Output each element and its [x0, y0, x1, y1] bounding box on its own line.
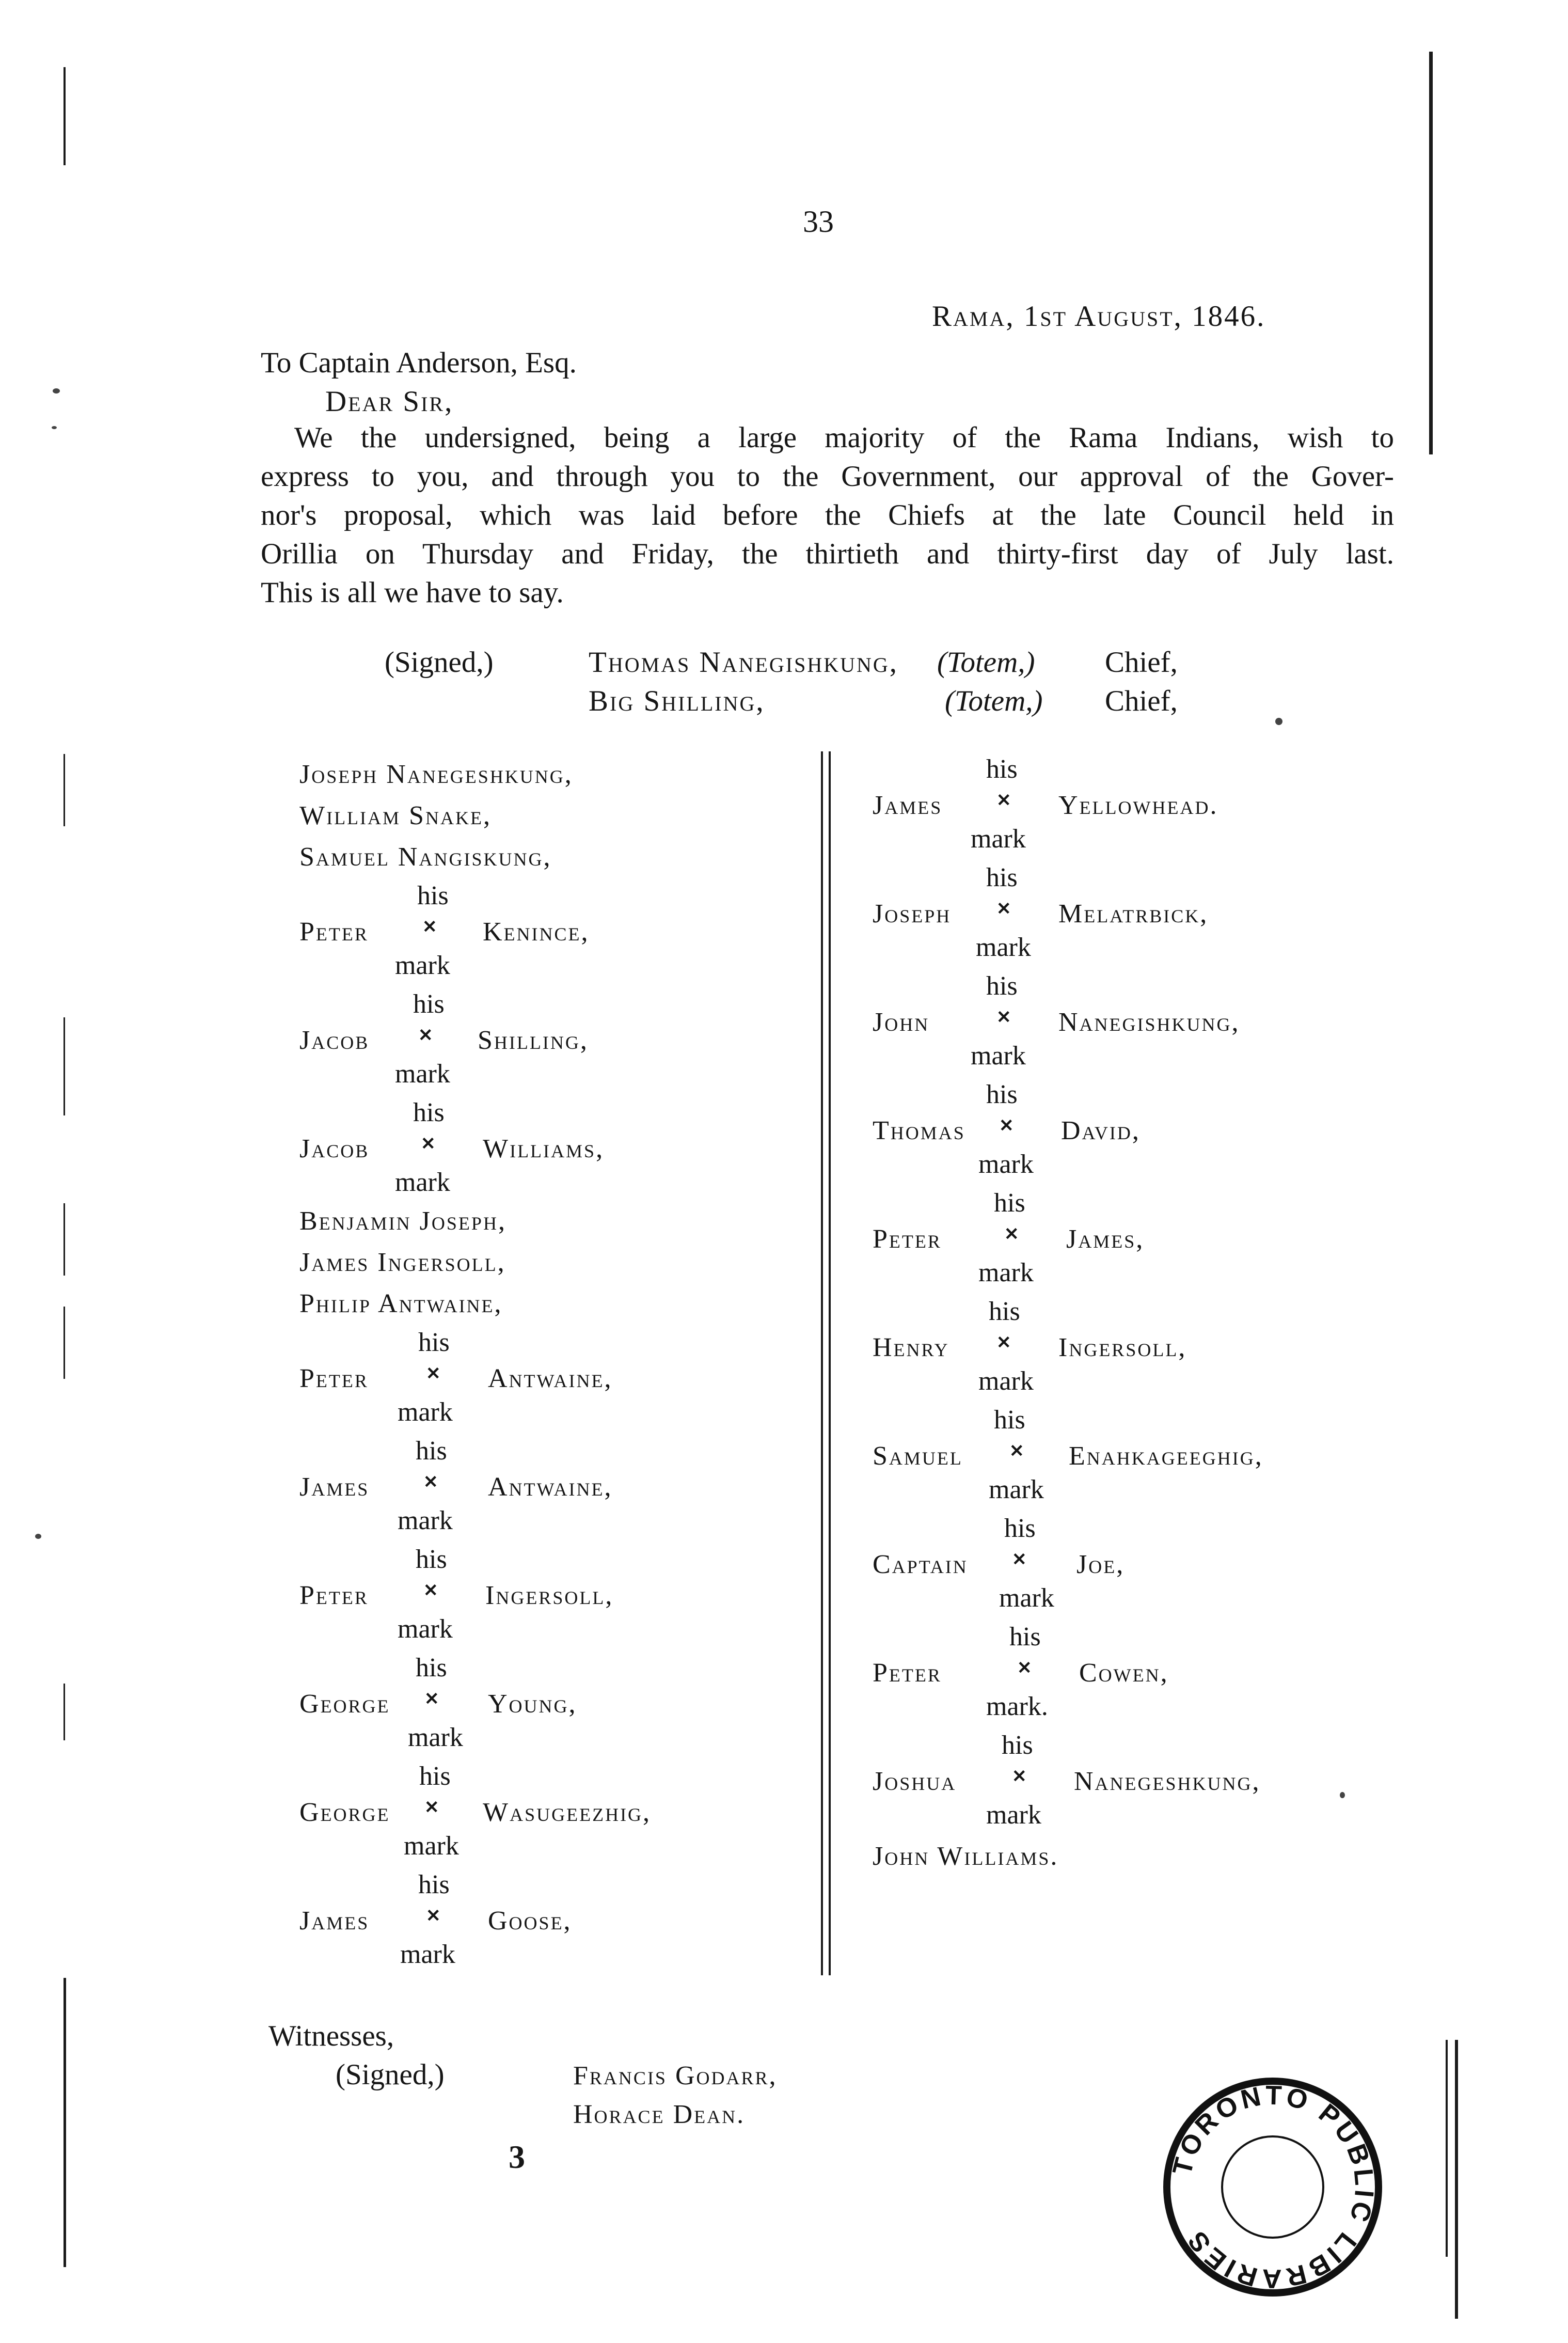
his-label: his	[416, 1436, 447, 1466]
signature-mark: 3	[509, 2138, 525, 2175]
signatory-last-name: Joe,	[1076, 1550, 1125, 1579]
mark-label: mark	[989, 1475, 1044, 1504]
chief-title: Chief,	[1105, 685, 1178, 717]
signatory-first-name: Henry	[873, 1333, 949, 1362]
signatory-first-name: George	[299, 1689, 390, 1719]
signatory-first-name: Peter	[299, 917, 369, 947]
signatory-first-name: James	[299, 1906, 370, 1936]
his-label: his	[416, 1653, 447, 1682]
scan-edge-line	[64, 1978, 66, 2267]
mark-label: mark.	[986, 1692, 1048, 1721]
mark-cross-icon: ✕	[418, 1026, 433, 1045]
mark-cross-icon: ✕	[423, 1581, 438, 1600]
witness-name: Francis Godarr,	[573, 2061, 778, 2090]
mark-label: mark	[976, 933, 1031, 962]
his-label: his	[1009, 1622, 1041, 1652]
signatory-first-name: John	[873, 1008, 930, 1037]
mark-label: mark	[971, 1041, 1026, 1071]
signatory-last-name: Kenince,	[483, 917, 590, 947]
his-label: his	[994, 1188, 1025, 1218]
his-label: his	[413, 989, 445, 1019]
mark-label: mark	[395, 951, 450, 980]
signatory-name: William Snake,	[299, 801, 492, 830]
signatory-last-name: Yellowhead.	[1058, 791, 1218, 820]
page-number: 33	[803, 205, 834, 239]
his-label: his	[416, 1545, 447, 1574]
signatory-last-name: Enahkageeghig,	[1069, 1441, 1263, 1471]
his-label: his	[986, 754, 1018, 784]
his-label: his	[413, 1098, 445, 1127]
signatory-first-name: Thomas	[873, 1116, 965, 1145]
signatory-last-name: Wasugeezhig,	[483, 1798, 652, 1827]
signatory-last-name: James,	[1066, 1224, 1145, 1254]
signatory-first-name: Peter	[873, 1658, 942, 1688]
totem-label: (Totem,)	[937, 646, 1035, 679]
signatory-first-name: James	[299, 1472, 370, 1502]
scan-edge-line	[64, 1017, 65, 1115]
his-label: his	[1004, 1514, 1036, 1543]
mark-label: mark	[978, 1258, 1034, 1287]
body-line: We the undersigned, being a large majority of the Rama Indians, wish to	[294, 421, 1394, 454]
signatory-first-name: Peter	[873, 1224, 942, 1254]
body-line: Orillia on Thursday and Friday, the thirtieth and thirty-first day of July last.	[261, 538, 1394, 570]
signatory-first-name: Peter	[299, 1364, 369, 1393]
signatory-first-name: George	[299, 1798, 390, 1827]
library-stamp-icon	[1157, 2071, 1389, 2303]
signatory-last-name: Young,	[488, 1689, 577, 1719]
his-label: his	[418, 1328, 450, 1357]
signatory-last-name: Williams,	[483, 1134, 605, 1163]
his-label: his	[418, 1870, 450, 1899]
chief-name: Big Shilling,	[589, 685, 765, 717]
mark-cross-icon: ✕	[1009, 1442, 1024, 1461]
his-label: his	[989, 1297, 1020, 1326]
signatory-last-name: Nanegishkung,	[1058, 1008, 1240, 1037]
signatory-last-name: Antwaine,	[488, 1472, 613, 1502]
scan-edge-line	[64, 67, 66, 165]
mark-label: mark	[978, 1150, 1034, 1179]
mark-cross-icon: ✕	[996, 1008, 1011, 1027]
mark-label: mark	[408, 1723, 463, 1752]
addressee: To Captain Anderson, Esq.	[261, 347, 577, 379]
signatory-last-name: Cowen,	[1079, 1658, 1169, 1688]
signatory-name: Benjamin Joseph,	[299, 1206, 506, 1236]
signatory-first-name: James	[873, 791, 943, 820]
signatory-name: Joseph Nanegeshkung,	[299, 760, 573, 789]
totem-label: (Totem,)	[945, 685, 1043, 717]
mark-label: mark	[999, 1583, 1054, 1613]
mark-label: mark	[398, 1506, 453, 1535]
his-label: his	[1002, 1731, 1033, 1760]
mark-cross-icon: ✕	[996, 900, 1011, 919]
dateline: Rama, 1st August, 1846.	[932, 300, 1266, 333]
mark-label: mark	[971, 824, 1026, 854]
signatory-first-name: Joshua	[873, 1767, 957, 1796]
mark-label: mark	[395, 1168, 450, 1197]
column-divider	[821, 751, 823, 1975]
signatory-last-name: Shilling,	[478, 1026, 589, 1055]
his-label: his	[986, 863, 1018, 892]
signatory-last-name: Goose,	[488, 1906, 572, 1936]
witness-name: Horace Dean.	[573, 2100, 746, 2129]
scan-edge-line	[64, 754, 65, 826]
scan-edge-line	[1429, 52, 1433, 454]
mark-label: mark	[404, 1831, 459, 1861]
scan-speck	[1340, 1792, 1345, 1798]
his-label: his	[986, 1080, 1018, 1109]
his-label: his	[986, 971, 1018, 1001]
salutation: Dear Sir,	[325, 385, 454, 418]
signatory-first-name: Captain	[873, 1550, 968, 1579]
signatory-first-name: Jacob	[299, 1134, 370, 1163]
signatory-last-name: Melatrbick,	[1058, 899, 1209, 929]
mark-cross-icon: ✕	[1012, 1767, 1027, 1786]
body-line: express to you, and through you to the Government, our approval of the Gover-	[261, 460, 1394, 493]
signatory-first-name: Samuel	[873, 1441, 963, 1471]
chief-title: Chief,	[1105, 646, 1178, 679]
chief-name: Thomas Nanegishkung,	[589, 646, 899, 679]
scan-speck	[35, 1534, 41, 1539]
scan-edge-line	[64, 1307, 65, 1379]
signatory-last-name: Nanegeshkung,	[1074, 1767, 1261, 1796]
mark-cross-icon: ✕	[424, 1690, 439, 1709]
mark-label: mark	[395, 1059, 450, 1089]
body-line: This is all we have to say.	[261, 576, 564, 609]
mark-cross-icon: ✕	[426, 1907, 441, 1926]
mark-cross-icon: ✕	[1004, 1225, 1019, 1244]
mark-label: mark	[398, 1397, 453, 1427]
signatory-name: James Ingersoll,	[299, 1248, 506, 1277]
his-label: his	[417, 881, 449, 910]
body-line: nor's proposal, which was laid before the Chiefs at the late Council held in	[261, 499, 1394, 531]
signed-label: (Signed,)	[336, 2058, 445, 2091]
signatory-last-name: Antwaine,	[488, 1364, 613, 1393]
stamp-text: TORONTO PUBLIC LIBRARIES	[1167, 2080, 1380, 2294]
signatory-last-name: Ingersoll,	[1058, 1333, 1187, 1362]
mark-cross-icon: ✕	[996, 1333, 1011, 1353]
column-divider	[829, 751, 831, 1975]
mark-label: mark	[398, 1614, 453, 1644]
mark-label: mark	[400, 1940, 455, 1969]
mark-cross-icon: ✕	[424, 1798, 439, 1817]
scan-speck	[52, 426, 57, 429]
witnesses-label: Witnesses,	[268, 2020, 394, 2052]
mark-cross-icon: ✕	[426, 1364, 441, 1383]
signatory-name: John Williams.	[873, 1842, 1059, 1871]
scan-speck	[1275, 718, 1282, 725]
mark-cross-icon: ✕	[421, 1135, 436, 1154]
mark-cross-icon: ✕	[422, 918, 437, 937]
mark-cross-icon: ✕	[999, 1117, 1014, 1136]
mark-label: mark	[986, 1800, 1041, 1830]
signatory-first-name: Jacob	[299, 1026, 370, 1055]
his-label: his	[994, 1405, 1025, 1435]
signatory-last-name: Ingersoll,	[485, 1581, 614, 1610]
mark-cross-icon: ✕	[423, 1473, 438, 1492]
signatory-first-name: Joseph	[873, 899, 952, 929]
mark-cross-icon: ✕	[1012, 1550, 1027, 1569]
signed-label: (Signed,)	[385, 646, 494, 679]
scan-edge-line	[64, 1203, 65, 1276]
mark-label: mark	[978, 1366, 1034, 1396]
signatory-last-name: David,	[1061, 1116, 1141, 1145]
scan-speck	[53, 388, 60, 394]
scan-edge-line	[64, 1684, 65, 1740]
scan-edge-line	[1446, 2040, 1448, 2257]
mark-cross-icon: ✕	[1017, 1659, 1032, 1678]
scan-edge-line	[1455, 2040, 1458, 2319]
mark-cross-icon: ✕	[996, 791, 1011, 810]
his-label: his	[419, 1762, 451, 1791]
signatory-name: Philip Antwaine,	[299, 1289, 503, 1318]
signatory-name: Samuel Nangiskung,	[299, 842, 552, 872]
signatory-first-name: Peter	[299, 1581, 369, 1610]
